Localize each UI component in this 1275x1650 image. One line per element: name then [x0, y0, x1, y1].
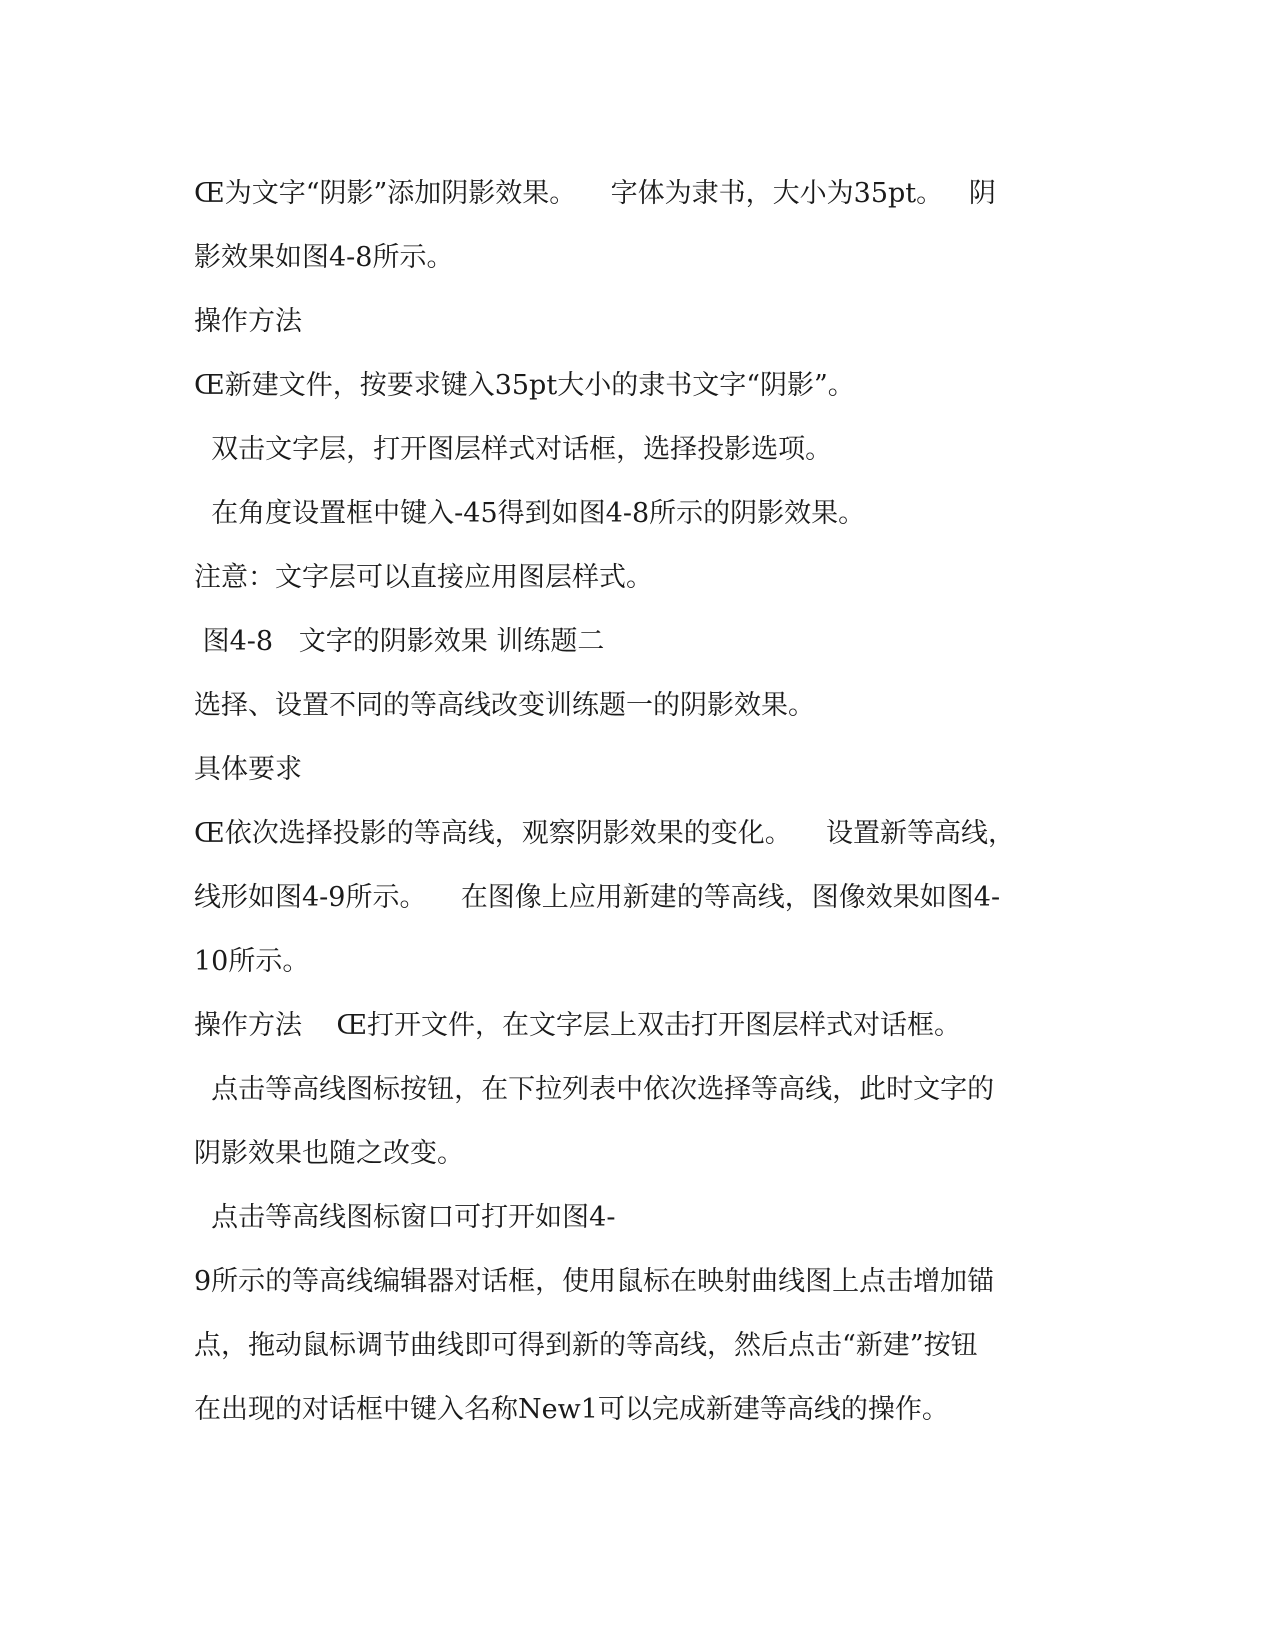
text-line: 操作方法 Œ打开文件，在文字层上双击打开图层样式对话框。 — [194, 1010, 962, 1041]
text-line: 双击文字层，打开图层样式对话框，选择投影选项。 — [194, 434, 833, 465]
text-line: Œ为文字“阴影”添加阴影效果。 字体为隶书，大小为35pt。 阴 — [194, 178, 996, 209]
text-line: Œ新建文件，按要求键入35pt大小的隶书文字“阴影”。 — [194, 370, 855, 401]
text-line: 线形如图4-9所示。 在图像上应用新建的等高线，图像效果如图4- — [194, 882, 1001, 913]
text-line: 9所示的等高线编辑器对话框，使用鼠标在映射曲线图上点击增加锚 — [194, 1266, 995, 1297]
text-line: 在出现的对话框中键入名称New1可以完成新建等高线的操作。 — [194, 1394, 949, 1425]
text-line: 点，拖动鼠标调节曲线即可得到新的等高线，然后点击“新建”按钮 — [194, 1330, 978, 1361]
note-line: 注意：文字层可以直接应用图层样式。 — [194, 562, 653, 593]
text-line: 阴影效果也随之改变。 — [194, 1138, 464, 1169]
section-heading: 具体要求 — [194, 754, 302, 785]
text-line: 影效果如图4-8所示。 — [194, 242, 454, 273]
text-line: 10所示。 — [194, 946, 310, 977]
text-line: 选择、设置不同的等高线改变训练题一的阴影效果。 — [194, 690, 815, 721]
text-line: 点击等高线图标窗口可打开如图4- — [194, 1202, 616, 1233]
document-body — [194, 162, 1074, 1442]
section-heading: 操作方法 — [194, 306, 302, 337]
text-line: 点击等高线图标按钮，在下拉列表中依次选择等高线，此时文字的 — [194, 1074, 995, 1105]
figure-caption: 图4-8 文字的阴影效果 训练题二 — [194, 626, 605, 657]
text-line: Œ依次选择投影的等高线，观察阴影效果的变化。 设置新等高线， — [194, 818, 1016, 849]
text-line: 在角度设置框中键入-45得到如图4-8所示的阴影效果。 — [194, 498, 866, 529]
